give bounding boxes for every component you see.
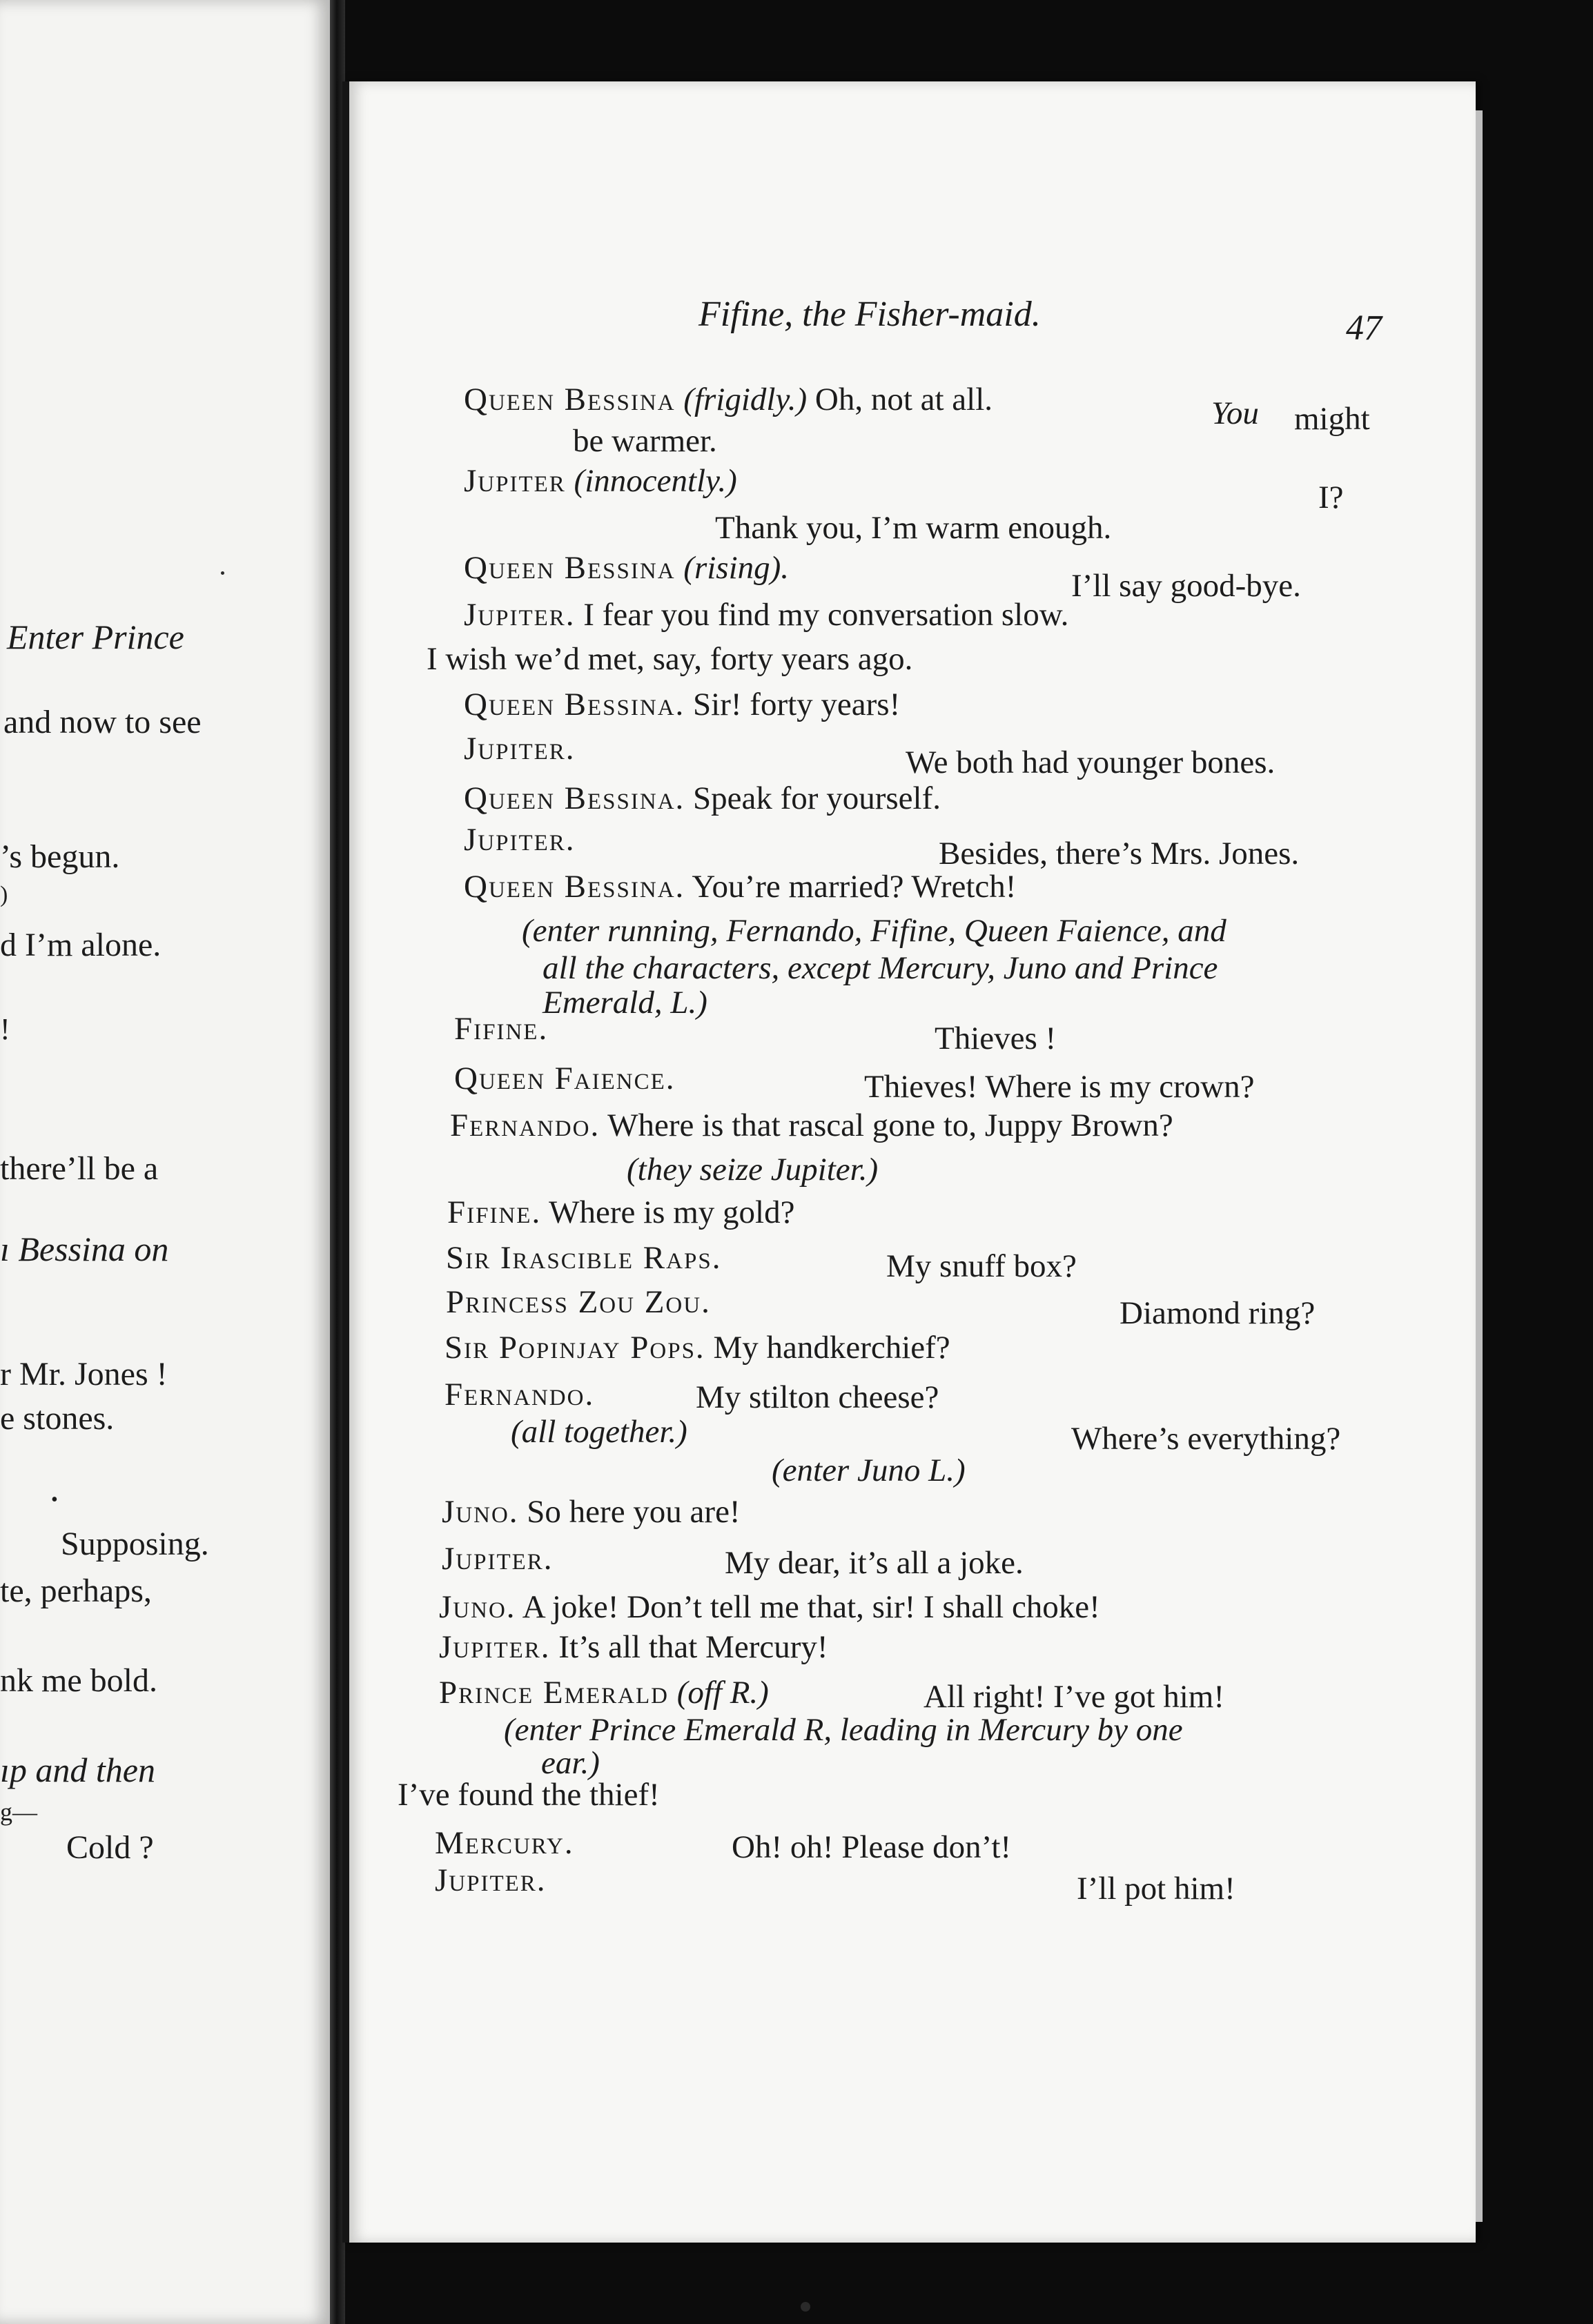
- speaker-name: Queen Faience.: [454, 1061, 676, 1096]
- speaker-name: Jupiter.: [464, 822, 576, 858]
- dialogue-line: [442, 1496, 741, 1528]
- left-line: ): [0, 882, 8, 907]
- speech-text: Oh! oh! Please don’t!: [732, 1829, 1012, 1865]
- speaker-name: Jupiter.: [439, 1629, 551, 1665]
- speech-text: I fear you find my conversation slow.: [583, 597, 1069, 633]
- left-line: ı Bessina on: [0, 1230, 169, 1268]
- dialogue-line: [439, 1591, 1100, 1624]
- page-number: 47: [1346, 308, 1382, 348]
- speech-text: My dear, it’s all a joke.: [725, 1545, 1024, 1581]
- speech-text: So here you are!: [527, 1494, 741, 1530]
- speech-text: It’s all that Mercury!: [558, 1629, 828, 1665]
- speaker-name: Mercury.: [435, 1825, 574, 1861]
- speech-text: I’ll say good-bye.: [1071, 568, 1301, 604]
- left-line: r Mr. Jones !: [0, 1356, 168, 1392]
- dialogue-line: [464, 465, 737, 498]
- dialogue-line: [444, 1332, 950, 1364]
- left-line: •: [51, 1489, 58, 1510]
- speaker-name: Jupiter.: [435, 1862, 547, 1898]
- speaker-name: Jupiter: [464, 463, 566, 499]
- left-line: g—: [0, 1798, 37, 1826]
- speech-text: I wish we’d met, say, forty years ago.: [427, 641, 913, 677]
- speck: [221, 571, 224, 575]
- speech-text: Oh, not at all.: [814, 382, 993, 417]
- left-line: !: [0, 1012, 10, 1046]
- dialogue-line: [450, 1107, 1173, 1143]
- speaker-name: Jupiter.: [464, 597, 576, 633]
- speech-text: You: [1211, 395, 1259, 431]
- speech-text: I’ve found the thief!: [398, 1777, 660, 1813]
- speech-text: My handkerchief?: [713, 1330, 950, 1366]
- left-line: Cold ?: [66, 1829, 154, 1866]
- speech-text: All right! I’ve got him!: [923, 1679, 1224, 1715]
- speech-text: We both had younger bones.: [906, 745, 1276, 780]
- left-line: d I’m alone.: [0, 927, 162, 963]
- left-line: Enter Prince: [7, 618, 184, 656]
- dialogue-line: [464, 599, 1068, 631]
- left-line: e stones.: [0, 1400, 115, 1437]
- left-page: [0, 0, 330, 2324]
- speaker-name: Sir Popinjay Pops.: [444, 1330, 705, 1366]
- dialogue-line: [464, 871, 1016, 903]
- page-edge: [1476, 110, 1483, 2222]
- speaker-name: Queen Bessina.: [464, 780, 685, 816]
- speech-text: Thieves !: [935, 1021, 1057, 1056]
- speck: [801, 2302, 810, 2312]
- dialogue-line: [464, 384, 993, 416]
- speech-text: My stilton cheese?: [696, 1379, 939, 1415]
- speaker-name: Juno.: [439, 1589, 516, 1625]
- speech-text: I?: [1318, 480, 1344, 515]
- dialogue-line: [439, 1631, 828, 1664]
- speech-text: Where is that rascal gone to, Juppy Brown?: [607, 1107, 1173, 1143]
- speaker-name: Queen Bessina: [464, 550, 676, 586]
- speech-text: I’ll pot him!: [1077, 1871, 1235, 1907]
- left-line: nk me bold.: [0, 1662, 157, 1699]
- left-line: Supposing.: [61, 1526, 209, 1562]
- dialogue-line: [447, 1194, 795, 1230]
- speech-text: might: [1294, 401, 1370, 437]
- stage-direction: (all together.): [511, 1414, 687, 1450]
- left-line: there’ll be a: [0, 1150, 159, 1187]
- speech-text: Sir! forty years!: [693, 687, 901, 722]
- speech-text: Diamond ring?: [1120, 1295, 1316, 1331]
- speech-text: be warmer.: [573, 423, 717, 459]
- speech-text: Speak for yourself.: [693, 780, 941, 816]
- dialogue-line: [464, 689, 900, 721]
- left-line: and now to see: [3, 704, 202, 740]
- speech-text: Where is my gold?: [549, 1194, 795, 1230]
- stage-direction: (they seize Jupiter.): [627, 1152, 879, 1188]
- speech-text: Thank you, I’m warm enough.: [715, 510, 1112, 546]
- speech-text: You’re married? Wretch!: [692, 869, 1017, 905]
- speaker-name: Jupiter.: [464, 731, 576, 767]
- speaker-name: Juno.: [442, 1494, 519, 1530]
- speaker-name: Sir Irascible Raps.: [446, 1240, 722, 1276]
- left-line: te, perhaps,: [0, 1573, 152, 1609]
- speaker-name: Fernando.: [444, 1377, 595, 1412]
- speaker-name: Jupiter.: [442, 1541, 554, 1577]
- speaker-name: Queen Bessina: [464, 382, 676, 417]
- speech-text: A joke! Don’t tell me that, sir! I shall choke!: [522, 1589, 1100, 1625]
- left-line: ıp and then: [0, 1751, 155, 1789]
- dialogue-line: [464, 552, 789, 584]
- speech-text: My snuff box?: [886, 1248, 1077, 1284]
- stage-direction: (off R.): [676, 1675, 769, 1711]
- speech-text: Thieves! Where is my crown?: [864, 1069, 1255, 1105]
- speaker-name: Queen Bessina.: [464, 687, 685, 722]
- speech-text: Where’s everything?: [1071, 1421, 1341, 1457]
- speech-text: Besides, there’s Mrs. Jones.: [939, 836, 1300, 872]
- speaker-name: Fifine.: [454, 1011, 549, 1047]
- stage-direction: all the characters, except Mercury, Juno and Prince: [543, 950, 1218, 986]
- speaker-name: Fernando.: [450, 1107, 600, 1143]
- running-head: Fifine, the Fisher-maid.: [698, 295, 1041, 334]
- dialogue-line: [464, 782, 941, 815]
- stage-direction: (enter running, Fernando, Fifine, Queen Faience, and: [522, 913, 1226, 949]
- speaker-name: Fifine.: [447, 1194, 542, 1230]
- stage-direction: (enter Prince Emerald R, leading in Mercury by one: [504, 1712, 1183, 1748]
- speaker-name: Princess Zou Zou.: [446, 1284, 711, 1320]
- left-line: ’s begun.: [0, 838, 120, 875]
- stage-direction: Emerald, L.): [543, 985, 707, 1021]
- stage-direction: (innocently.): [574, 463, 737, 499]
- stage-direction: (frigidly.): [683, 382, 808, 417]
- stage-direction: (rising).: [683, 550, 790, 586]
- speaker-name: Queen Bessina.: [464, 869, 685, 905]
- dialogue-line: [439, 1677, 769, 1709]
- stage-direction: ear.): [541, 1745, 600, 1781]
- speaker-name: Prince Emerald: [439, 1675, 669, 1711]
- stage-direction: (enter Juno L.): [772, 1452, 966, 1488]
